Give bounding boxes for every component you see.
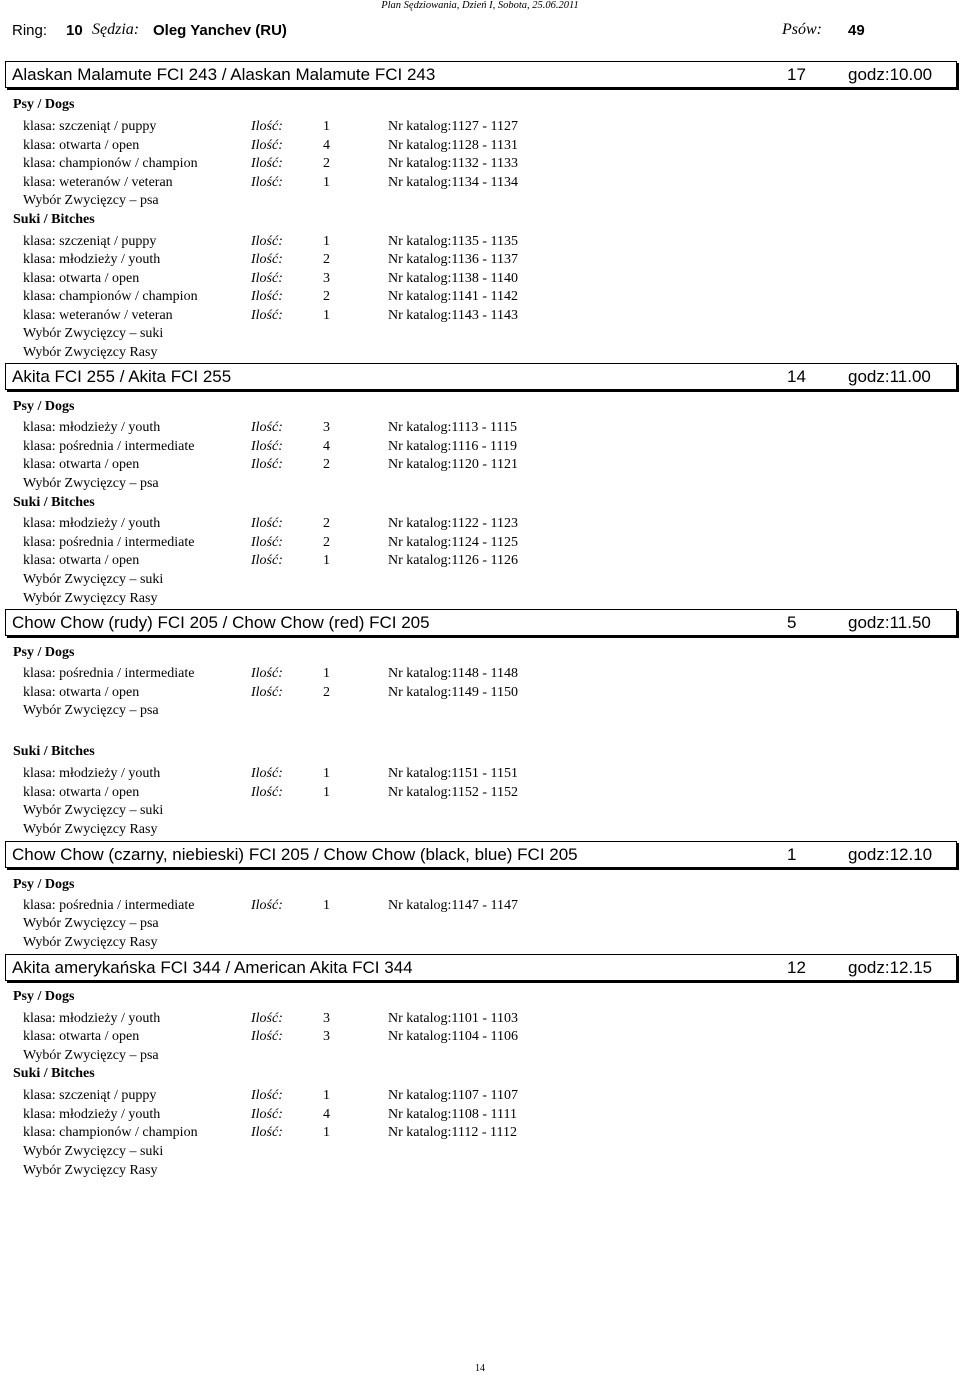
catalog-label: Nr katalog: (388, 553, 452, 568)
catalog-range (388, 766, 518, 782)
catalog-range (388, 289, 518, 305)
class-name (23, 1011, 160, 1027)
quantity-label: Ilość: (251, 289, 283, 304)
class-name (23, 308, 173, 324)
breed-count: 5 (787, 613, 797, 632)
quantity-value: 1 (323, 553, 330, 568)
winner-selection: Wybór Zwycięzcy Rasy (23, 345, 158, 360)
class-name (23, 516, 160, 532)
catalog-label: Nr katalog: (388, 234, 452, 249)
catalog-numbers: 1148 - 1148 (451, 666, 518, 681)
klasa-label: klasa: (23, 289, 56, 304)
winner-selection: Wybór Zwycięzcy – suki (23, 803, 164, 818)
section-title: Suki / Bitches (13, 1066, 95, 1081)
breed-header (5, 363, 957, 390)
class-name (23, 553, 139, 569)
quantity-value: 1 (323, 766, 330, 781)
breed-name: Alaskan Malamute FCI 243 / Alaskan Malamute FCI 243 (12, 65, 436, 84)
catalog-range (388, 785, 518, 801)
catalog-label: Nr katalog: (388, 685, 452, 700)
quantity-value: 4 (323, 439, 330, 454)
class-label: szczeniąt / puppy (59, 234, 157, 249)
plan-header: Plan Sędziowania, Dzień I, Sobota, 25.06.2011 (381, 0, 579, 11)
winner-selection: Wybór Zwycięzcy – psa (23, 916, 159, 931)
catalog-numbers: 1147 - 1147 (451, 898, 518, 913)
class-label: pośrednia / intermediate (59, 666, 195, 681)
catalog-range (388, 1029, 518, 1045)
quantity-label: Ilość: (251, 156, 283, 171)
quantity-value: 2 (323, 457, 330, 472)
quantity-label: Ilość: (251, 271, 283, 286)
ring-number: 10 (66, 22, 83, 39)
quantity-label: Ilość: (251, 898, 283, 913)
class-label: szczeniąt / puppy (59, 119, 157, 134)
class-label: otwarta / open (59, 1029, 140, 1044)
klasa-label: klasa: (23, 138, 56, 153)
catalog-range (388, 119, 518, 135)
breed-count: 14 (787, 367, 806, 386)
catalog-range (388, 439, 517, 455)
class-label: młodzieży / youth (59, 252, 161, 267)
winner-selection: Wybór Zwycięzcy – suki (23, 1144, 164, 1159)
catalog-range (388, 1088, 518, 1104)
section-title: Suki / Bitches (13, 212, 95, 227)
catalog-label: Nr katalog: (388, 289, 452, 304)
class-name (23, 420, 160, 436)
catalog-numbers: 1112 - 1112 (451, 1125, 517, 1140)
klasa-label: klasa: (23, 898, 56, 913)
catalog-label: Nr katalog: (388, 439, 452, 454)
quantity-label: Ilość: (251, 1107, 283, 1122)
catalog-numbers: 1149 - 1150 (451, 685, 518, 700)
class-label: otwarta / open (59, 553, 140, 568)
quantity-value: 4 (323, 1107, 330, 1122)
catalog-label: Nr katalog: (388, 420, 452, 435)
class-name (23, 252, 160, 268)
class-name (23, 666, 194, 682)
klasa-label: klasa: (23, 1107, 56, 1122)
quantity-label: Ilość: (251, 457, 283, 472)
quantity-label: Ilość: (251, 252, 283, 267)
quantity-label: Ilość: (251, 1011, 283, 1026)
klasa-label: klasa: (23, 553, 56, 568)
catalog-label: Nr katalog: (388, 516, 452, 531)
klasa-label: klasa: (23, 766, 56, 781)
breed-time: godz:12.10 (848, 845, 933, 864)
class-name (23, 234, 156, 250)
breed-count: 12 (787, 958, 806, 977)
quantity-value: 1 (323, 898, 330, 913)
catalog-range (388, 1107, 517, 1123)
catalog-range (388, 516, 518, 532)
section-title: Psy / Dogs (13, 877, 75, 892)
catalog-label: Nr katalog: (388, 1125, 452, 1140)
class-label: młodzieży / youth (59, 516, 161, 531)
catalog-numbers: 1134 - 1134 (451, 175, 518, 190)
klasa-label: klasa: (23, 234, 56, 249)
catalog-range (388, 156, 518, 172)
catalog-numbers: 1151 - 1151 (451, 766, 518, 781)
winner-selection: Wybór Zwycięzcy – psa (23, 1048, 159, 1063)
section-title: Psy / Dogs (13, 97, 75, 112)
class-name (23, 685, 139, 701)
class-name (23, 766, 160, 782)
class-label: pośrednia / intermediate (59, 439, 195, 454)
quantity-label: Ilość: (251, 766, 283, 781)
quantity-label: Ilość: (251, 516, 283, 531)
catalog-range (388, 457, 518, 473)
catalog-range (388, 898, 518, 914)
judge-label: Sędzia: (92, 21, 140, 38)
section-title: Psy / Dogs (13, 399, 75, 414)
quantity-value: 2 (323, 685, 330, 700)
catalog-range (388, 685, 518, 701)
breed-name: Akita FCI 255 / Akita FCI 255 (12, 367, 232, 386)
catalog-range (388, 535, 518, 551)
catalog-label: Nr katalog: (388, 271, 452, 286)
catalog-label: Nr katalog: (388, 138, 452, 153)
catalog-numbers: 1126 - 1126 (451, 553, 518, 568)
catalog-numbers: 1128 - 1131 (451, 138, 518, 153)
class-name (23, 156, 198, 172)
quantity-value: 2 (323, 535, 330, 550)
winner-selection: Wybór Zwycięzcy Rasy (23, 1163, 158, 1178)
class-label: otwarta / open (59, 685, 140, 700)
quantity-label: Ilość: (251, 1029, 283, 1044)
quantity-label: Ilość: (251, 119, 283, 134)
catalog-range (388, 1125, 517, 1141)
breed-header (5, 609, 957, 636)
quantity-label: Ilość: (251, 666, 283, 681)
quantity-value: 1 (323, 1125, 330, 1140)
class-label: pośrednia / intermediate (59, 898, 195, 913)
breed-count: 17 (787, 65, 806, 84)
klasa-label: klasa: (23, 516, 56, 531)
quantity-value: 3 (323, 420, 330, 435)
catalog-label: Nr katalog: (388, 175, 452, 190)
catalog-label: Nr katalog: (388, 666, 452, 681)
catalog-numbers: 1132 - 1133 (451, 156, 518, 171)
dogs-label: Psów: (782, 21, 822, 38)
quantity-value: 4 (323, 138, 330, 153)
quantity-label: Ilość: (251, 308, 283, 323)
class-label: otwarta / open (59, 138, 140, 153)
quantity-label: Ilość: (251, 138, 283, 153)
breed-header (5, 841, 957, 868)
catalog-numbers: 1101 - 1103 (451, 1011, 518, 1026)
klasa-label: klasa: (23, 156, 56, 171)
class-name (23, 439, 194, 455)
class-name (23, 1107, 160, 1123)
klasa-label: klasa: (23, 439, 56, 454)
breed-name: Akita amerykańska FCI 344 / American Akita FCI 344 (12, 958, 413, 977)
catalog-numbers: 1104 - 1106 (451, 1029, 518, 1044)
catalog-range (388, 1011, 518, 1027)
klasa-label: klasa: (23, 666, 56, 681)
quantity-value: 1 (323, 308, 330, 323)
catalog-numbers: 1116 - 1119 (451, 439, 517, 454)
class-name (23, 457, 139, 473)
klasa-label: klasa: (23, 119, 56, 134)
class-name (23, 1125, 198, 1141)
quantity-label: Ilość: (251, 439, 283, 454)
ring-label: Ring: (12, 22, 48, 39)
quantity-label: Ilość: (251, 785, 283, 800)
winner-selection: Wybór Zwycięzcy – psa (23, 703, 159, 718)
catalog-numbers: 1143 - 1143 (451, 308, 518, 323)
judge-name: Oleg Yanchev (RU) (153, 22, 287, 39)
quantity-label: Ilość: (251, 1125, 283, 1140)
klasa-label: klasa: (23, 1088, 56, 1103)
class-label: otwarta / open (59, 457, 140, 472)
catalog-numbers: 1138 - 1140 (451, 271, 518, 286)
quantity-value: 1 (323, 666, 330, 681)
class-name (23, 898, 194, 914)
class-name (23, 1029, 139, 1045)
class-label: weteranów / veteran (59, 175, 173, 190)
class-label: pośrednia / intermediate (59, 535, 195, 550)
winner-selection: Wybór Zwycięzcy Rasy (23, 822, 158, 837)
quantity-label: Ilość: (251, 175, 283, 190)
section-title: Suki / Bitches (13, 744, 95, 759)
catalog-range (388, 666, 518, 682)
class-name (23, 271, 139, 287)
breed-count: 1 (787, 845, 797, 864)
quantity-value: 1 (323, 119, 330, 134)
winner-selection: Wybór Zwycięzcy – psa (23, 193, 159, 208)
catalog-range (388, 138, 518, 154)
section-title: Psy / Dogs (13, 645, 75, 660)
catalog-numbers: 1141 - 1142 (451, 289, 518, 304)
catalog-label: Nr katalog: (388, 1029, 452, 1044)
page-number: 14 (475, 1363, 485, 1374)
catalog-range (388, 271, 518, 287)
winner-selection: Wybór Zwycięzcy – psa (23, 476, 159, 491)
catalog-numbers: 1127 - 1127 (451, 119, 518, 134)
quantity-value: 1 (323, 175, 330, 190)
quantity-label: Ilość: (251, 535, 283, 550)
quantity-value: 3 (323, 1011, 330, 1026)
quantity-label: Ilość: (251, 234, 283, 249)
catalog-numbers: 1107 - 1107 (451, 1088, 518, 1103)
quantity-label: Ilość: (251, 685, 283, 700)
breed-time: godz:12.15 (848, 958, 933, 977)
klasa-label: klasa: (23, 420, 56, 435)
class-label: otwarta / open (59, 785, 140, 800)
class-label: młodzieży / youth (59, 1107, 161, 1122)
catalog-label: Nr katalog: (388, 766, 452, 781)
class-name (23, 175, 173, 191)
class-name (23, 138, 139, 154)
class-name (23, 535, 194, 551)
class-name (23, 1088, 156, 1104)
quantity-label: Ilość: (251, 553, 283, 568)
class-label: młodzieży / youth (59, 766, 161, 781)
catalog-label: Nr katalog: (388, 1011, 452, 1026)
klasa-label: klasa: (23, 175, 56, 190)
catalog-label: Nr katalog: (388, 156, 452, 171)
winner-selection: Wybór Zwycięzcy – suki (23, 572, 164, 587)
breed-header (5, 61, 957, 88)
klasa-label: klasa: (23, 271, 56, 286)
section-title: Suki / Bitches (13, 495, 95, 510)
breed-time: godz:11.00 (848, 367, 931, 386)
catalog-numbers: 1152 - 1152 (451, 785, 518, 800)
winner-selection: Wybór Zwycięzcy Rasy (23, 935, 158, 950)
catalog-label: Nr katalog: (388, 1107, 452, 1122)
catalog-label: Nr katalog: (388, 119, 452, 134)
catalog-numbers: 1120 - 1121 (451, 457, 518, 472)
quantity-value: 2 (323, 516, 330, 531)
class-name (23, 289, 198, 305)
winner-selection: Wybór Zwycięzcy Rasy (23, 591, 158, 606)
class-name (23, 785, 139, 801)
breed-header (5, 954, 957, 981)
klasa-label: klasa: (23, 1029, 56, 1044)
quantity-value: 2 (323, 252, 330, 267)
catalog-numbers: 1136 - 1137 (451, 252, 518, 267)
klasa-label: klasa: (23, 1011, 56, 1026)
catalog-label: Nr katalog: (388, 535, 452, 550)
catalog-range (388, 308, 518, 324)
catalog-range (388, 234, 518, 250)
breed-name: Chow Chow (rudy) FCI 205 / Chow Chow (red) FCI 205 (12, 613, 430, 632)
catalog-range (388, 553, 518, 569)
breed-time: godz:11.50 (848, 613, 931, 632)
catalog-numbers: 1135 - 1135 (451, 234, 518, 249)
klasa-label: klasa: (23, 457, 56, 472)
catalog-label: Nr katalog: (388, 457, 452, 472)
quantity-label: Ilość: (251, 420, 283, 435)
catalog-label: Nr katalog: (388, 308, 452, 323)
catalog-numbers: 1113 - 1115 (451, 420, 517, 435)
quantity-value: 2 (323, 156, 330, 171)
catalog-numbers: 1108 - 1111 (451, 1107, 517, 1122)
quantity-value: 3 (323, 271, 330, 286)
klasa-label: klasa: (23, 535, 56, 550)
quantity-value: 1 (323, 234, 330, 249)
class-label: młodzieży / youth (59, 1011, 161, 1026)
klasa-label: klasa: (23, 785, 56, 800)
klasa-label: klasa: (23, 252, 56, 267)
quantity-value: 1 (323, 1088, 330, 1103)
quantity-value: 3 (323, 1029, 330, 1044)
catalog-label: Nr katalog: (388, 1088, 452, 1103)
class-label: młodzieży / youth (59, 420, 161, 435)
quantity-label: Ilość: (251, 1088, 283, 1103)
catalog-range (388, 252, 518, 268)
quantity-value: 1 (323, 785, 330, 800)
catalog-numbers: 1124 - 1125 (451, 535, 518, 550)
breed-time: godz:10.00 (848, 65, 933, 84)
catalog-label: Nr katalog: (388, 785, 452, 800)
klasa-label: klasa: (23, 1125, 56, 1140)
catalog-label: Nr katalog: (388, 252, 452, 267)
quantity-value: 2 (323, 289, 330, 304)
dogs-count: 49 (848, 22, 865, 39)
breed-name: Chow Chow (czarny, niebieski) FCI 205 / Chow Chow (black, blue) FCI 205 (12, 845, 578, 864)
catalog-label: Nr katalog: (388, 898, 452, 913)
klasa-label: klasa: (23, 308, 56, 323)
class-label: championów / champion (59, 1125, 198, 1140)
klasa-label: klasa: (23, 685, 56, 700)
class-label: championów / champion (59, 156, 198, 171)
class-label: championów / champion (59, 289, 198, 304)
catalog-range (388, 420, 517, 436)
class-name (23, 119, 156, 135)
winner-selection: Wybór Zwycięzcy – suki (23, 326, 164, 341)
catalog-numbers: 1122 - 1123 (451, 516, 518, 531)
section-title: Psy / Dogs (13, 989, 75, 1004)
catalog-range (388, 175, 518, 191)
class-label: weteranów / veteran (59, 308, 173, 323)
class-label: szczeniąt / puppy (59, 1088, 157, 1103)
class-label: otwarta / open (59, 271, 140, 286)
